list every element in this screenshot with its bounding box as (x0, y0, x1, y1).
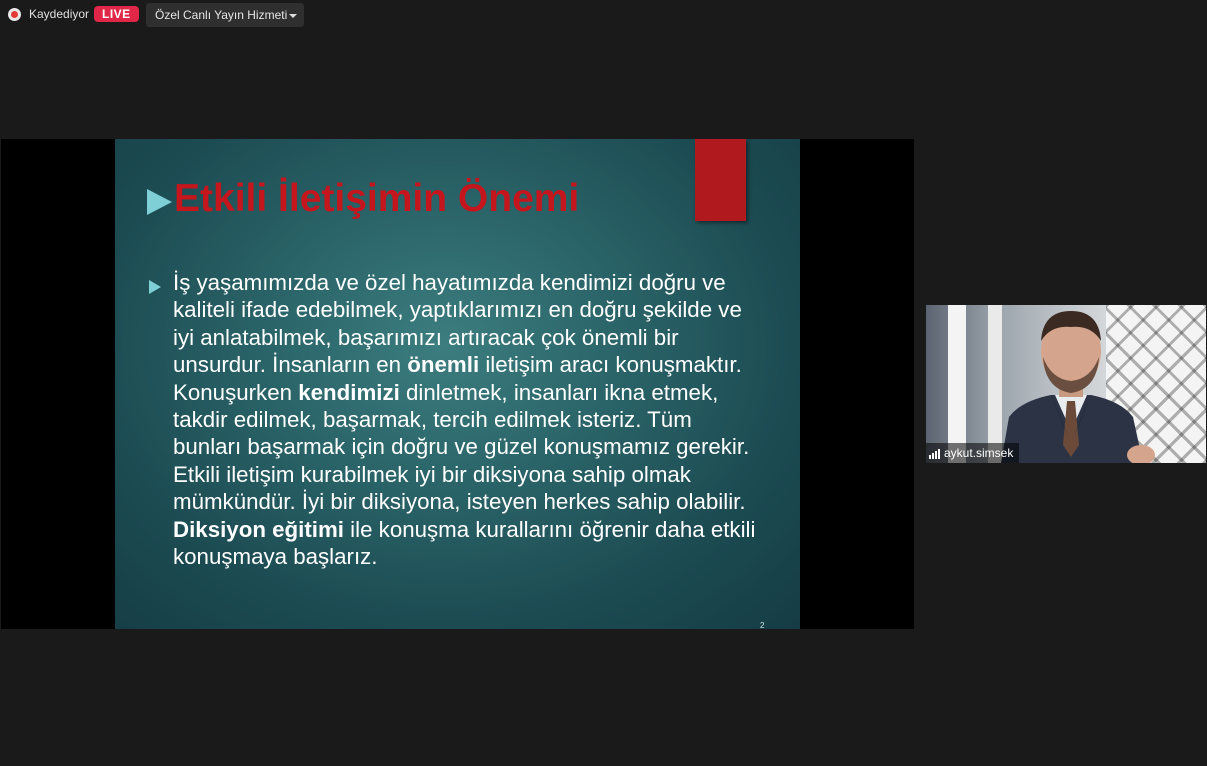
body-segment: İş yaşamımızda ve özel hayatımızda kendimizi doğru ve kaliteli ifade edebilmek, yaptıklarımızı en doğru şekilde ve iyi anlatabilmek, başarımızı artıracak çok önemli bir unsurdur. İnsanların en (173, 270, 742, 378)
triangle-bullet-icon (147, 189, 172, 215)
slide-number: 2 (760, 621, 765, 629)
chevron-down-icon (289, 14, 297, 18)
meeting-status-bar (0, 0, 1207, 30)
slide-decoration-tab (695, 139, 746, 221)
triangle-bullet-icon (149, 280, 161, 294)
participant-name: aykut.simsek (944, 446, 1014, 460)
body-segment: iletişim aracı konuşmaktır. Konuşurken (173, 352, 742, 405)
presentation-slide (115, 139, 800, 629)
live-stream-service-dropdown[interactable] (146, 3, 304, 27)
live-badge[interactable]: LIVE (94, 6, 139, 22)
shared-screen (1, 139, 914, 629)
body-segment: ile konuşma kurallarını öğrenir daha etkili konuşmaya başlarız. (173, 516, 756, 570)
recording-label: Kaydediyor (29, 7, 90, 21)
body-segment: dinletmek, insanları ikna etmek, takdir edilmek, başarmak, tercih edilmek isteriz. Tüm bunları başarmak için doğru ve güzel konuşmamız gerekir. Etkili iletişim kurabilmek iyi bir diksiyona sahip olmak mümkündür. İyi bir diksiyona, isteyen herkes sahip olabilir. (173, 379, 750, 515)
body-segment-bold: Diksiyon eğitimi (173, 516, 344, 542)
service-label: Özel Canlı Yayın Hizmeti (155, 8, 288, 22)
body-segment-bold: önemli (407, 352, 480, 378)
body-segment-bold: kendimizi (298, 379, 400, 405)
participant-video-feed (981, 305, 1161, 463)
slide-body-text (173, 269, 763, 570)
slide-title-text: Etkili İletişimin Önemi (174, 177, 580, 220)
recording-indicator[interactable] (8, 7, 89, 21)
record-icon (8, 8, 21, 21)
signal-strength-icon (929, 448, 940, 459)
background-pillar (948, 305, 966, 463)
slide-title (147, 177, 579, 221)
participant-name-label (926, 443, 1019, 463)
participant-video-tile[interactable] (926, 305, 1206, 463)
